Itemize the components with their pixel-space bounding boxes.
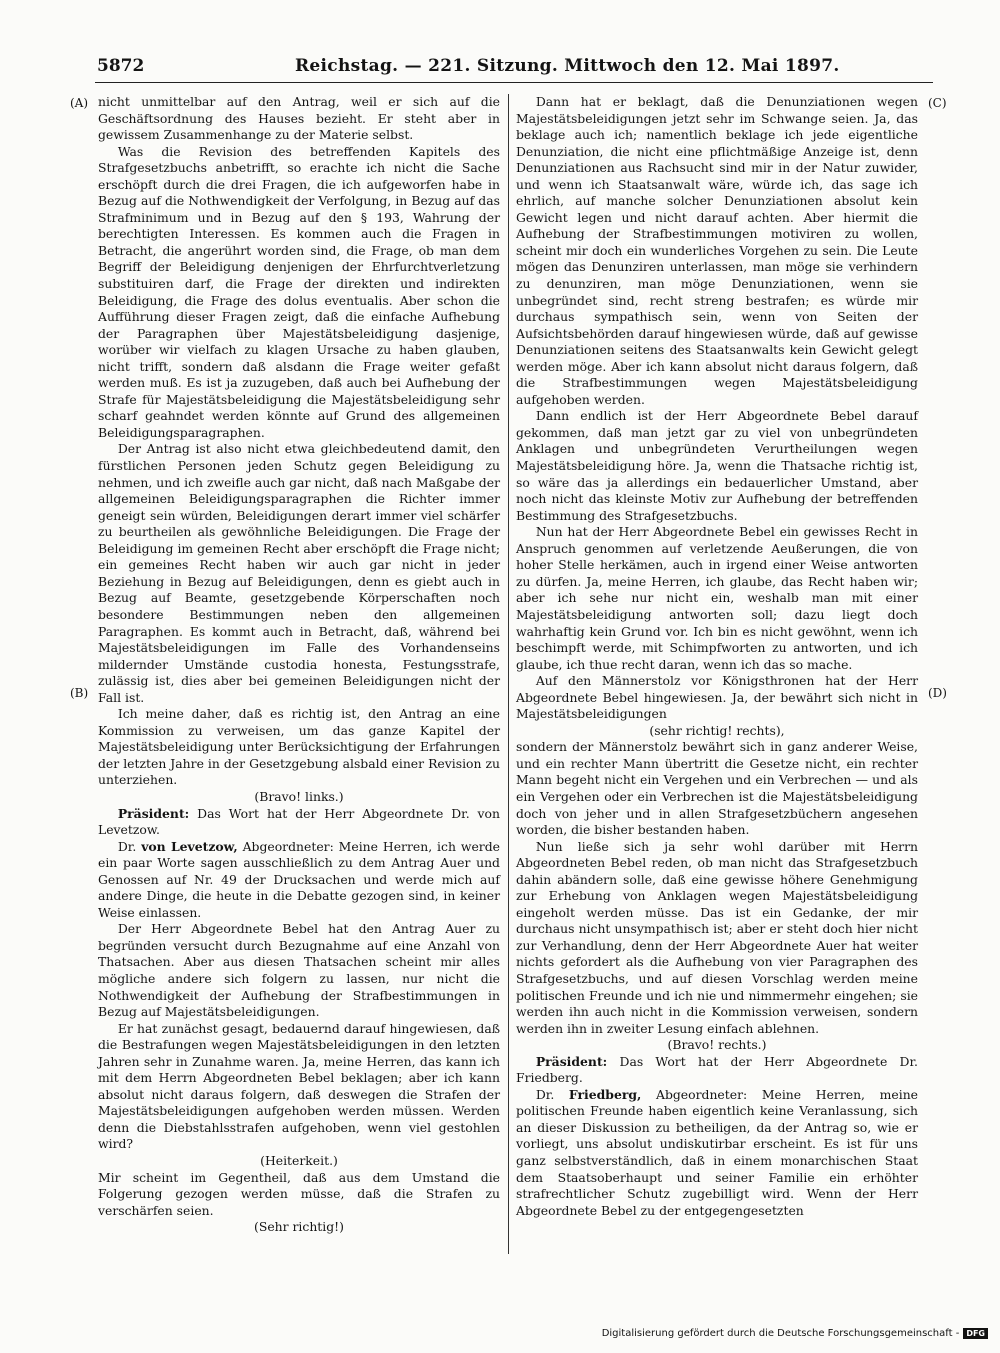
paragraph: Der Herr Abgeordnete Bebel hat den Antrag Auer zu begründen versucht durch Bezugnahme auf eine Anzahl von Thatsachen. Aber aus diesen Thatsachen scheint mir alles mögliche andere sich folgern zu lassen, nur nicht die Nothwendigkeit der Aufhebung der Strafbestimmungen in Bezug auf Majestätsbeleidigungen.: [98, 921, 500, 1020]
president-text: Das Wort hat der Herr Abgeordnete Dr. von Levetzow.: [98, 805, 500, 838]
paragraph: Der Antrag ist also nicht etwa gleichbedeutend damit, den fürstlichen Personen jeden Schutz gegen Beleidigung zu nehmen, und ich zweifle auch gar nicht, daß nach Maßgabe der allgemeinen Beleidigungsparagraphen die Richter immer geneigt sein würden, Beleidigungen derart immer viel schärfer zu beurtheilen als gewöhnliche Beleidigungen. Die Frage der Beleidigung im gemeinen Recht aber erschöpft die Frage nicht; ein gemeines Recht haben wir auch gar nicht in jeder Beziehung in Bezug auf Beleidigungen, denn es giebt auch in Bezug auf Beamte, gesetzgebende Körperschaften noch besondere Bestimmungen neben den allgemeinen Paragraphen. Es kommt auch in Betracht, daß, während bei Majestätsbeleidigungen im Falle des Vorhandenseins mildernder Umstände custodia honesta, Festungsstrafe, zulässig ist, dies aber bei gemeinen Beleidigungen nicht der Fall ist.: [98, 441, 500, 705]
speaker-prefix: Dr.: [535, 1086, 569, 1102]
margin-mark-a: (A): [70, 96, 89, 110]
column-divider: [508, 94, 509, 1254]
speaker-text: Abgeordneter: Meine Herren, ich werde ein paar Worte sagen ausschließlich zu dem Antrag Auer und Genossen auf Nr. 49 der Drucksachen und werde mich auf andere Dinge, die heute in die Debatte gezogen sind, in keiner Weise einlassen.: [98, 838, 500, 920]
margin-mark-b: (B): [70, 686, 89, 700]
paragraph: Auf den Männerstolz vor Königsthronen hat der Herr Abgeordnete Bebel hingewiesen. Ja, der bewährt sich nicht in Majestätsbeleidigungen: [516, 673, 918, 722]
paragraph: Nun ließe sich ja sehr wohl darüber mit Herrn Abgeordneten Bebel reden, ob man nicht das Strafgesetzbuch dahin abändern solle, daß eine gewisse höhere Genehmigung zur Erhebung von Anklagen wegen Majestätsbeleidigung eingeholt werden müsse. Das ist ein Gedanke, der mir durchaus nicht unsympathisch ist; aber er steht doch hier nicht zur Verhandlung, denn der Herr Abgeordnete Auer hat weiter nichts gefordert als die Aufhebung von vier Paragraphen des Strafgesetzbuchs, und auf diesen Vorschlag werden meine politischen Freunde und ich nie und nimmermehr eingehen; sie werden ihn auch nicht in die Kommission verweisen, sondern werden ihn in zweiter Lesung einfach ablehnen.: [516, 838, 918, 1036]
right-column: [516, 94, 918, 1219]
paragraph: Mir scheint im Gegentheil, daß aus dem Umstand die Folgerung gezogen werden müsse, daß die Strafen zu verschärfen seien.: [98, 1169, 500, 1218]
interjection: (sehr richtig! rechts),: [649, 722, 785, 738]
paragraph: nicht unmittelbar auf den Antrag, weil er sich auf die Geschäftsordnung des Hauses bezieht. Er steht aber in gewissem Zusammenhange zu der Materie selbst.: [98, 94, 500, 143]
footer: [602, 1328, 988, 1339]
president-label: Präsident:: [117, 805, 190, 821]
interjection: (Bravo! rechts.): [667, 1037, 767, 1053]
paragraph: sondern der Männerstolz bewährt sich in ganz anderer Weise, und ein rechter Mann übertritt die Gesetze nicht, ein rechter Mann begeht nicht ein Vergehen und ein Verbrechen — und als ein Vergehen oder ein Verbrechen ist die Majestätsbeleidigung doch von jeher und in allen Strafgesetzbüchern angesehen worden, die bisher bestanden haben.: [516, 739, 918, 838]
president-label: Präsident:: [535, 1053, 608, 1069]
page-number: 5872: [97, 56, 145, 76]
page-header: [95, 52, 933, 83]
interjection: (Sehr richtig!): [254, 1219, 344, 1235]
running-head: Reichstag. — 221. Sitzung. Mittwoch den 12. Mai 1897.: [295, 56, 840, 76]
speaker-name: von Levetzow,: [141, 838, 238, 854]
speaker-paragraph: [516, 1087, 918, 1219]
margin-mark-c: (C): [928, 96, 947, 110]
margin-mark-d: (D): [928, 686, 947, 700]
paragraph: Nun hat der Herr Abgeordnete Bebel ein gewisses Recht in Anspruch genommen auf verletzende Aeußerungen, die von hoher Stelle herkämen, auch in irgend einer Weise antworten zu dürfen. Ja, meine Herren, ich glaube, das Recht haben wir; aber ich sehe nur nicht ein, weshalb man mit einer Majestätsbeleidigung antworten soll; dazu liegt doch wahrhaftig kein Grund vor. Ich bin es nicht gewöhnt, wenn ich beschimpft werde, mit Schimpfworten zu antworten, und ich glaube, ich thue recht daran, wenn ich das so mache.: [516, 524, 918, 672]
paragraph: Dann hat er beklagt, daß die Denunziationen wegen Majestätsbeleidigungen jetzt sehr im Schwange seien. Ja, das beklage auch ich; namentlich beklage ich jede eigentliche Denunziation, die nicht eine pflichtmäßige Anzeige ist, denn Denunziationen aus Rachsucht sind mir in der Natur zuwider, und wenn ich Staatsanwalt wäre, würde ich, das sage ich ehrlich, auf manche solcher Denunziationen absolut kein Gewicht legen und nicht darauf achten. Aber hiermit die Aufhebung der Strafbestimmungen motiviren zu wollen, scheint mir doch ein wunderliches Vorgehen zu sein. Die Leute mögen das Denunziren unterlassen, man möge sie verhindern zu denunziren, man möge Denunziationen, wenn sie unbegründet sind, recht streng bestrafen; es würde mir durchaus sympathisch sein, wenn von Seiten der Aufsichtsbehörden darauf hingewiesen würde, daß auf gewisse Denunziationen seitens des Staatsanwalts kein Gewicht gelegt werden möge. Aber ich kann absolut nicht daraus folgern, daß die Strafbestimmungen wegen Majestätsbeleidigung aufgehoben werden.: [516, 94, 918, 407]
footer-text: Digitalisierung gefördert durch die Deutsche Forschungsgemeinschaft -: [601, 1328, 960, 1339]
speaker-prefix: Dr.: [117, 838, 142, 854]
interjection: (Heiterkeit.): [260, 1153, 338, 1168]
paragraph: Dann endlich ist der Herr Abgeordnete Bebel darauf gekommen, daß man jetzt gar zu viel von unbegründeten Anklagen und unbegründeten Verurtheilungen wegen Majestätsbeleidigung höre. Ja, wenn die Thatsache richtig ist, so wäre das ja allerdings ein bedauerlicher Umstand, aber noch nicht das kleinste Motiv zur Aufhebung der betreffenden Bestimmung des Strafgesetzbuchs.: [516, 408, 918, 523]
president-statement: [516, 1054, 918, 1087]
president-statement: [98, 806, 500, 839]
interjection: (Bravo! links.): [254, 788, 344, 804]
president-text: Das Wort hat der Herr Abgeordnete Dr. Friedberg.: [516, 1053, 918, 1086]
dfg-logo: DFG: [963, 1328, 988, 1339]
speaker-name: Friedberg,: [568, 1086, 642, 1102]
speaker-text: Abgeordneter: Meine Herren, meine politischen Freunde haben eigentlich keine Veranlassung, sich an dieser Diskussion zu betheiligen, da der Antrag so, wie er vorliegt, uns absolut undiskutirbar erscheint. Es ist für uns ganz selbstverständlich, daß in einem monarchischen Staat dem Staatsoberhaupt und seiner Familie ein erhöhter strafrechtlicher Schutz zugebilligt wird. Wenn der Herr Abgeordnete Bebel zu der entgegengesetzten: [516, 1086, 919, 1218]
speaker-paragraph: [98, 839, 500, 922]
paragraph: Was die Revision des betreffenden Kapitels des Strafgesetzbuchs anbetrifft, so erachte ich nicht die Sache erschöpft durch die drei Fragen, die ich aufgeworfen habe in Bezug auf die Nothwendigkeit der Verfolgung, in Bezug auf das Strafminimum und in Bezug auf den § 193, Wahrung der berechtigten Interessen. Es kommen auch die Fragen in Betracht, die angerührt worden sind, die Frage, ob man dem Begriff der Beleidigung denjenigen der Ehrfurchtverletzung substituiren darf, die Frage der direkten und indirekten Beleidigung, die Frage des dolus eventualis. Aber schon die Aufführung dieser Fragen zeigt, daß die einfache Aufhebung der Paragraphen über Majestätsbeleidigung dasjenige, worüber wir vielfach zu klagen Ursache zu haben glauben, nicht trifft, sondern daß alsdann die Frage weiter gefaßt werden muß. Es ist ja zuzugeben, daß auch bei Aufhebung der Strafe für Majestätsbeleidigung die Majestätsbeleidigung sehr scharf geahndet werden könnte auf Grund des allgemeinen Beleidigungsparagraphen.: [98, 143, 500, 440]
paragraph: Ich meine daher, daß es richtig ist, den Antrag an eine Kommission zu verweisen, um das ganze Kapitel der Majestätsbeleidigung unter Berücksichtigung der Erfahrungen der letzten Jahre in der Gesetzgebung alsbald einer Revision zu unterziehen.: [98, 706, 500, 788]
paragraph: Er hat zunächst gesagt, bedauernd darauf hingewiesen, daß die Bestrafungen wegen Majestätsbeleidigungen in den letzten Jahren sehr in Zunahme waren. Ja, meine Herren, das kann ich mit dem Herrn Abgeordneten Bebel beklagen; aber ich kann absolut nicht daraus folgern, daß deswegen die Strafen der Majestätsbeleidigungen aufgehoben werden müssen. Werden denn die Diebstahlsstrafen aufgehoben, wenn viel gestohlen wird?: [98, 1020, 500, 1152]
left-column: [98, 94, 500, 1236]
